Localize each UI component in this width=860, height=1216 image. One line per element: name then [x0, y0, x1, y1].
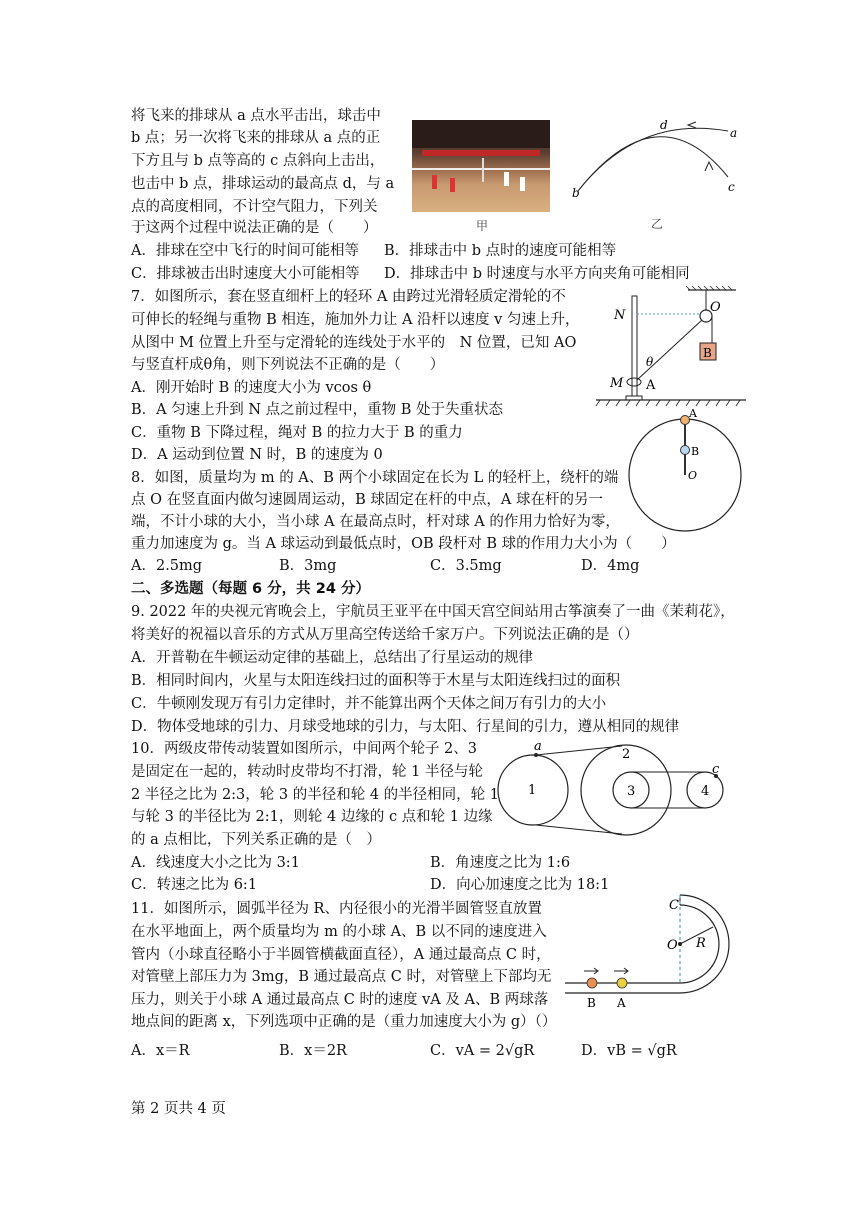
wheel-3-label: 3: [627, 784, 636, 799]
q11-line-4: 对管壁上部压力为 3mg，B 通过最高点 C 时，对管壁上下部均无: [131, 969, 552, 985]
q6-line-1: 将飞来的排球从 a 点水平击出，球击中: [131, 108, 381, 124]
q8-line-3: 端，不计小球的大小，当小球 A 在最高点时，杆对球 A 的作用力恰好为零，: [131, 514, 620, 530]
label-d: d: [660, 118, 668, 132]
ball-B-label: B: [587, 996, 596, 1010]
belt-drive-diagram: [492, 738, 732, 852]
label-A: A: [689, 407, 697, 420]
q8-option-c: C．3.5mg: [430, 558, 502, 574]
label-O: O: [667, 938, 678, 953]
q10-option-b: B．角速度之比为 1:6: [430, 855, 571, 871]
q6-line-6: 于这两个过程中说法正确的是（ ）: [131, 220, 378, 236]
q7-option-a: A．刚开始时 B 的速度大小为 vcos θ: [131, 380, 372, 396]
q7-line-4: 与竖直杆成θ角，则下列说法不正确的是（ ）: [131, 357, 445, 373]
label-B: B: [691, 445, 700, 458]
q11-option-d: D．vB = √gR: [581, 1043, 677, 1059]
q9-option-a: A．开普勒在牛顿运动定律的基础上，总结出了行星运动的规律: [131, 650, 533, 666]
q11-line-5: 压力，则关于小球 A 通过最高点 C 时的速度 vA 及 A、B 两球落: [131, 992, 549, 1008]
q6-option-b: B．排球击中 b 点时的速度可能相等: [384, 243, 617, 259]
q8-line-2: 点 O 在竖直面内做匀速圆周运动，B 球固定在杆的中点，A 球在杆的另一: [131, 492, 603, 508]
label-O: O: [710, 300, 721, 315]
wheel-4-label: 4: [701, 784, 710, 799]
pulley-diagram: [596, 286, 746, 412]
wheel-1-label: 1: [528, 783, 537, 798]
q6-option-d: D．排球击中 b 时速度与水平方向夹角可能相同: [384, 266, 690, 282]
q6-option-a: A．排球在空中飞行的时间可能相等: [131, 243, 359, 259]
q9-line-2: 将美好的祝福以音乐的方式从万里高空传送给千家万户。下列说法正确的是（）: [131, 627, 639, 643]
q11-line-2: 在水平地面上，两个质量均为 m 的小球 A、B 以不同的速度进入: [131, 924, 547, 940]
q8-option-a: A．2.5mg: [131, 558, 203, 574]
point-c-label: c: [712, 762, 720, 777]
q10-option-c: C．转速之比为 6:1: [131, 877, 258, 893]
q11-option-c: C．vA = 2√gR: [430, 1043, 535, 1059]
page-footer: 第 2 页共 4 页: [131, 1101, 226, 1117]
q8-line-4: 重力加速度为 g。当 A 球运动到最低点时，OB 段杆对 B 球的作用力大小为（ ）: [131, 536, 676, 552]
q10-line-1: 10．两级皮带传动装置如图所示，中间两个轮子 2、3: [131, 741, 478, 757]
q8-option-d: D．4mg: [581, 558, 640, 574]
q10-line-5: 的 a 点相比，下列关系正确的是（ ）: [131, 832, 381, 848]
rotating-rod-diagram: [628, 405, 748, 550]
label-c: c: [728, 180, 735, 194]
point-a-label: a: [534, 739, 542, 754]
q10-option-a: A．线速度大小之比为 3:1: [131, 855, 300, 871]
q11-line-1: 11．如图所示，圆弧半径为 R、内径很小的光滑半圆管竖直放置: [131, 901, 542, 917]
label-A: A: [646, 378, 656, 393]
label-theta: θ: [646, 355, 654, 369]
fig-yi-caption: 乙: [651, 217, 664, 231]
q7-option-d: D．A 运动到位置 N 时，B 的速度为 0: [131, 447, 383, 463]
label-b: b: [572, 186, 580, 200]
half-pipe-diagram: [565, 892, 735, 1010]
q9-line-1: 9. 2022 年的央视元宵晚会上，宇航员王亚平在中国天宫空间站用古筝演奏了一曲《茉莉花》，: [131, 604, 735, 620]
q7-line-3: 从图中 M 位置上升至与定滑轮的连线处于水平的 N 位置，已知 AO: [131, 335, 577, 351]
q6-line-4: 也击中 b 点，排球运动的最高点 d，与 a: [131, 176, 395, 192]
q7-line-2: 可伸长的轻绳与重物 B 相连，施加外力让 A 沿杆以速度 v 匀速上升，: [131, 312, 580, 328]
q6-option-c: C．排球被击出时速度大小可能相等: [131, 266, 360, 282]
q6-line-2: b 点；另一次将飞来的排球从 a 点的正: [131, 130, 381, 146]
q9-option-d: D．物体受地球的引力、月球受地球的引力，与太阳、行星间的引力，遵从相同的规律: [131, 719, 680, 735]
q6-line-3: 下方且与 b 点等高的 c 点斜向上击出，: [131, 153, 385, 169]
q7-line-1: 7．如图所示，套在竖直细杆上的轻环 A 由跨过光滑轻质定滑轮的不: [131, 289, 566, 305]
q10-line-4: 与轮 3 的半径比为 2:1，则轮 4 边缘的 c 点和轮 1 边缘: [131, 809, 493, 825]
q10-option-d: D．向心加速度之比为 18:1: [430, 877, 610, 893]
q8-line-1: 8．如图，质量均为 m 的 A、B 两个小球固定在长为 L 的轻杆上，绕杆的端: [131, 470, 619, 486]
fig-jia-caption: 甲: [476, 219, 489, 233]
section-2-heading: 二、多选题（每题 6 分，共 24 分）: [131, 581, 370, 597]
trajectory-diagram: [568, 115, 748, 230]
wheel-2-label: 2: [622, 747, 631, 762]
label-N: N: [614, 308, 626, 323]
label-R: R: [696, 936, 706, 951]
q6-line-5: 点的高度相同，不计空气阻力，下列关: [131, 199, 378, 215]
q10-line-2: 是固定在一起的，转动时皮带均不打滑，轮 1 半径与轮: [131, 764, 483, 780]
q11-option-a: A．x＝R: [131, 1043, 190, 1059]
ball-A-label: A: [617, 996, 626, 1010]
q8-option-b: B．3mg: [279, 558, 337, 574]
q11-line-6: 地点间的距离 x，下列选项中正确的是（重力加速度大小为 g）（）: [131, 1014, 557, 1030]
q9-option-c: C．牛顿刚发现万有引力定律时，并不能算出两个天体之间万有引力的大小: [131, 696, 607, 712]
q11-line-3: 管内（小球直径略小于半圆管横截面直径），A 通过最高点 C 时，: [131, 947, 551, 963]
q7-option-b: B．A 匀速上升到 N 点之前过程中，重物 B 处于失重状态: [131, 402, 504, 418]
label-a: a: [730, 126, 738, 140]
label-C: C: [669, 898, 679, 913]
q7-option-c: C．重物 B 下降过程，绳对 B 的拉力大于 B 的重力: [131, 425, 463, 441]
volleyball-photo: [412, 120, 550, 212]
q11-option-b: B．x＝2R: [279, 1043, 347, 1059]
label-O: O: [688, 469, 698, 482]
label-B: B: [703, 346, 712, 360]
q10-line-3: 2 半径之比为 2:3，轮 3 的半径和轮 4 的半径相同，轮 1: [131, 787, 499, 803]
q9-option-b: B．相同时间内，火星与太阳连线扫过的面积等于木星与太阳连线扫过的面积: [131, 673, 621, 689]
label-M: M: [610, 376, 624, 391]
